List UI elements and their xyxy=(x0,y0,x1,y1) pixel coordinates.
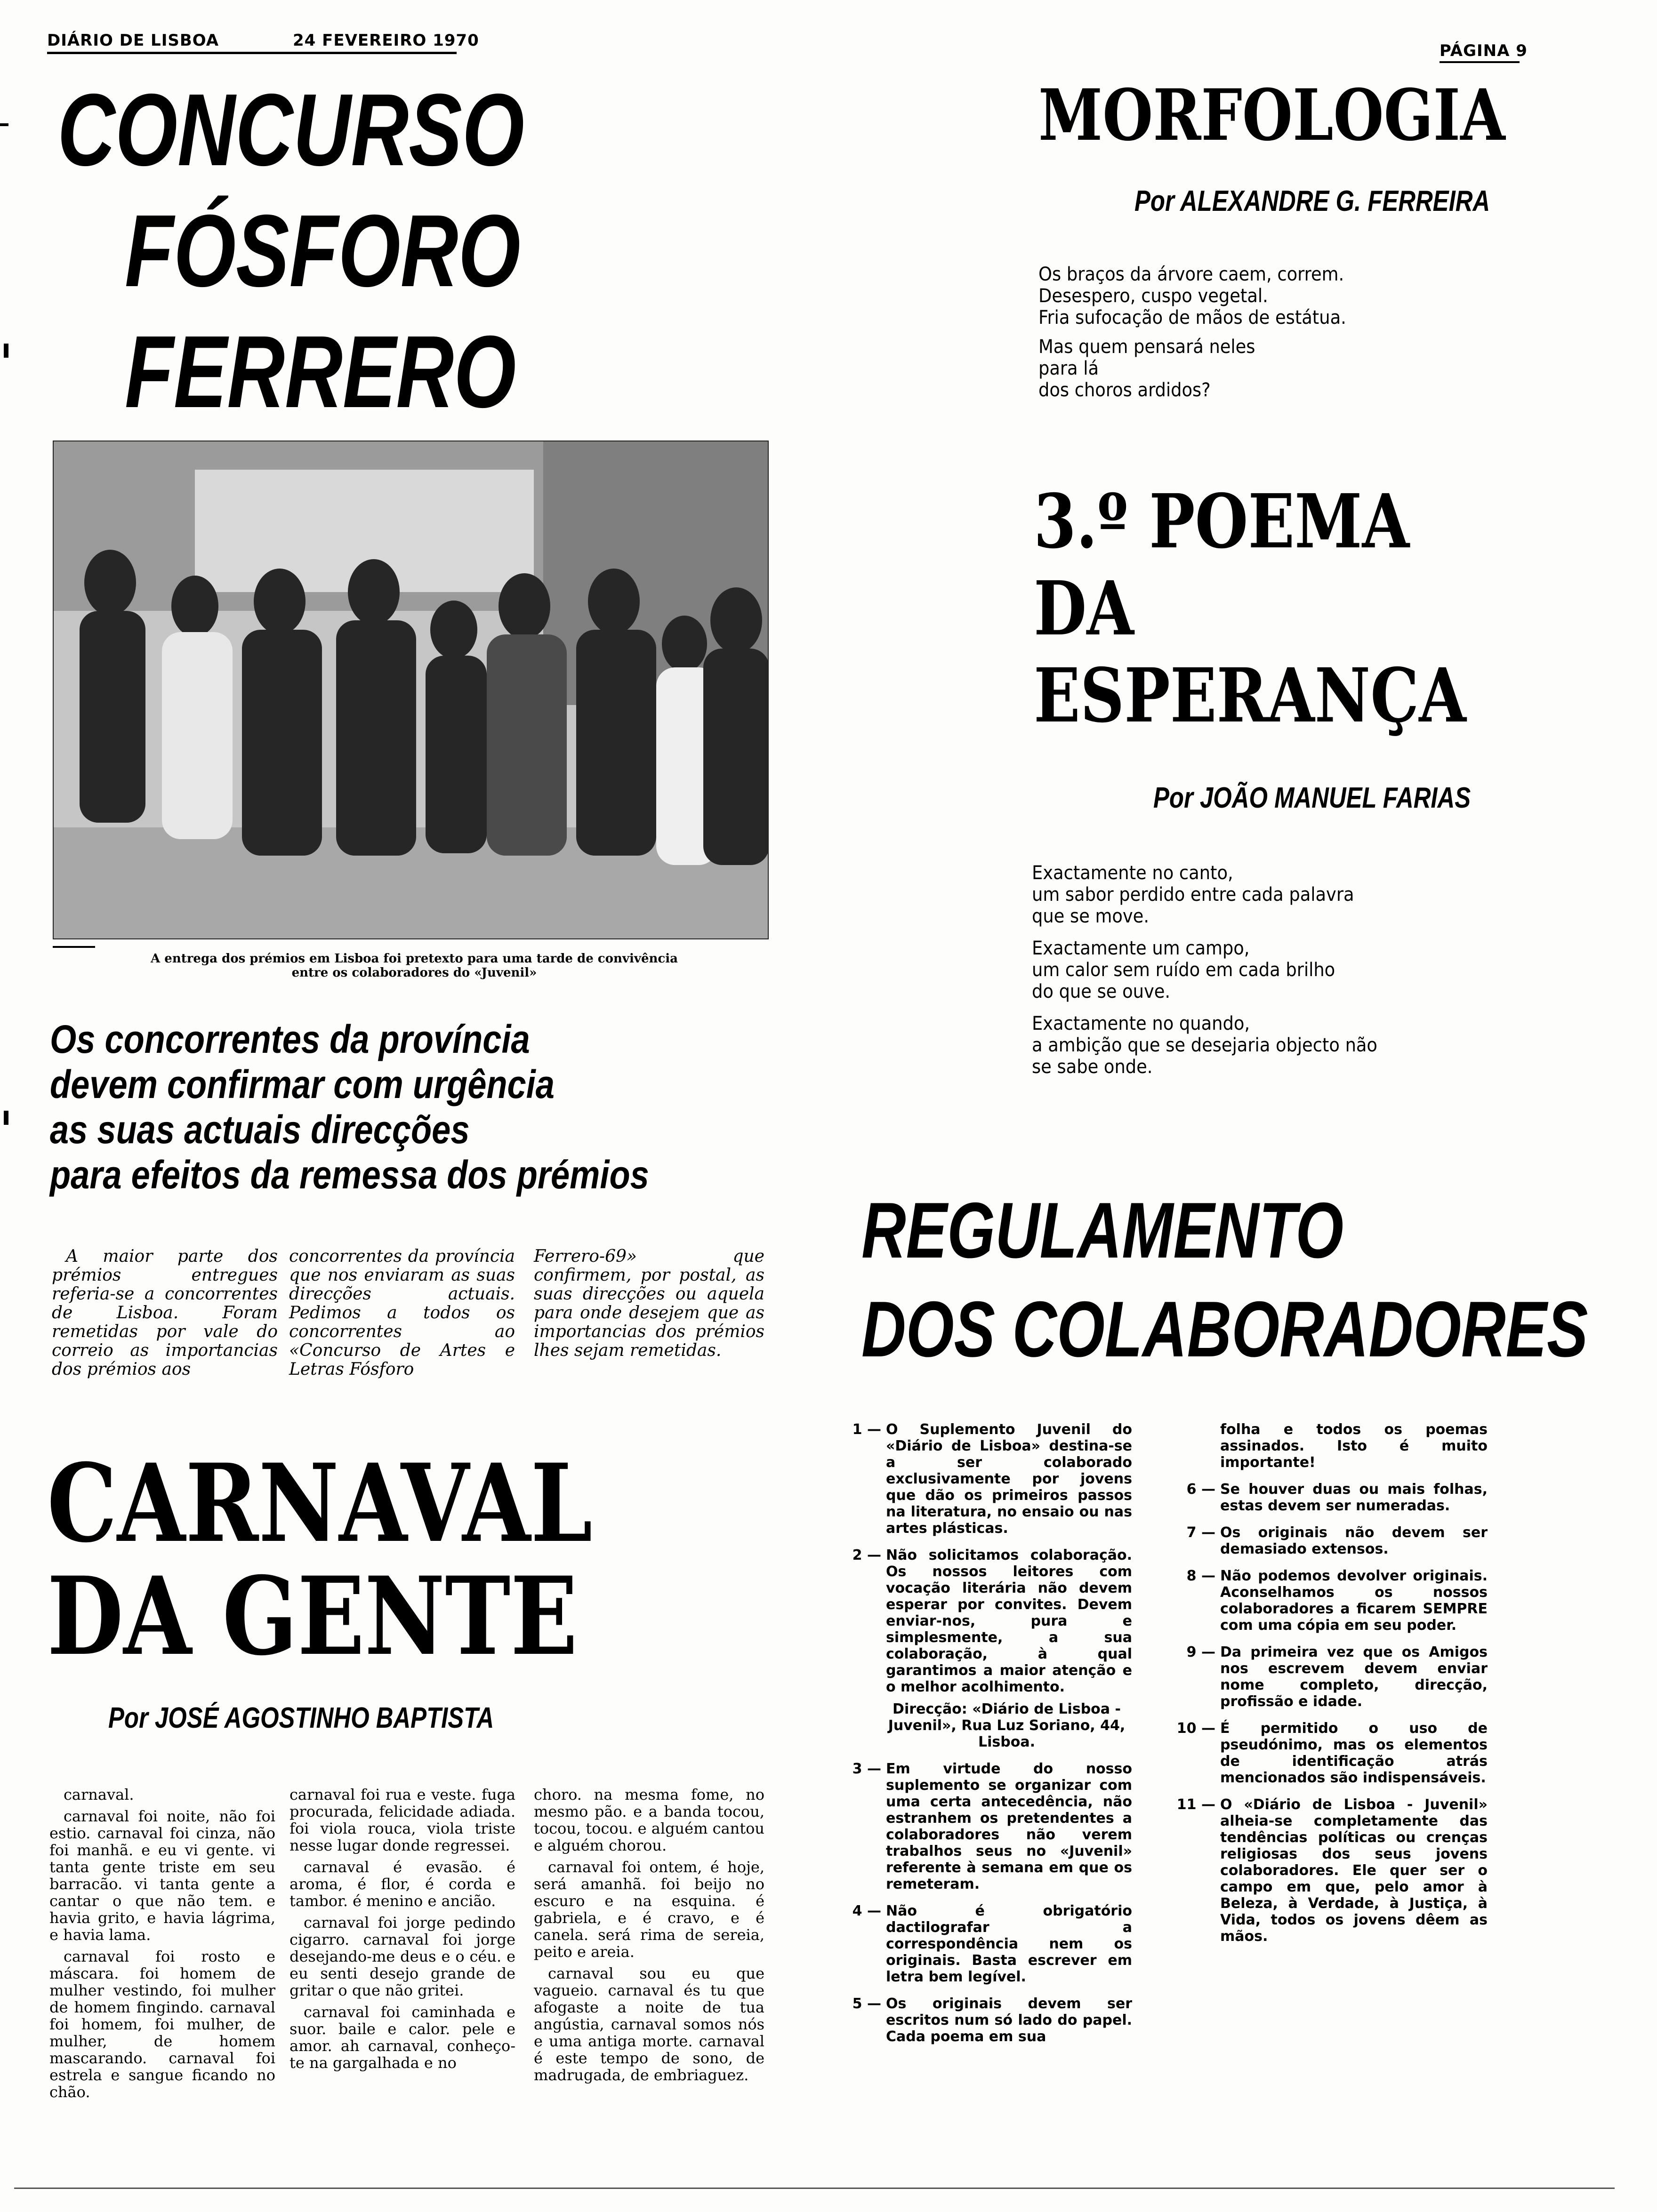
carnaval-column-1: carnaval. carnaval foi noite, não foi estio. carnaval foi cinza, não foi manhã. e eu vi gente. vi tanta gente triste em seu barracão. vi tanta gente a cantar o que não tem. e havia grito, e havia lágrima, e havia lama. carnaval foi rosto e máscara. foi homem de mulher vestindo, foi mulher de homem fingindo. carnaval foi homem, foi mulher, de mulher, de homem mascarando. carnaval foi estrela e sangue ficando no chão. xyxy=(49,1786,275,2101)
concurso-title-line-1: CONCURSO xyxy=(57,73,524,187)
issue-date: 24 FEVEREIRO 1970 xyxy=(293,31,479,50)
rule-item: 6 — Se houver duas ou mais folhas, estas devem ser numeradas. xyxy=(1186,1481,1488,1514)
rule-item: 3 — Em virtude do nosso suplemento se organizar com uma certa antecedência, não estranhem os pretendentes a colaboradores não verem trabalhos seus no «Juvenil» referente à semana em que os remeteram. xyxy=(852,1761,1132,1892)
concurso-subhead xyxy=(50,1017,747,1197)
rule-item: 8 — Não podemos devolver originais. Aconselhamos os nossos colaboradores a ficarem SEMPRE com uma cópia em seu poder. xyxy=(1186,1568,1488,1634)
margin-mark xyxy=(4,1111,8,1125)
carnaval-title-line-2: DA GENTE xyxy=(47,1553,578,1679)
poema-title-line-2: DA xyxy=(1034,565,1134,652)
regulamento-column-1 xyxy=(828,1421,1132,2055)
photo-caption-line-1: A entrega dos prémios em Lisboa foi pretexto para uma tarde de convivência xyxy=(151,952,678,966)
header-rule xyxy=(47,52,457,54)
poema-title-line-1: 3.º POEMA xyxy=(1034,478,1410,565)
newspaper-name: DIÁRIO DE LISBOA xyxy=(47,31,219,50)
rule-item: 11 — O «Diário de Lisboa - Juvenil» alheia-se completamente das tendências políticas ou crenças religiosas dos seus jovens colaboradores. Ele quer ser o campo em que, pelo amor à Beleza, à Verdade, à Justiça, à Vida, todos os jovens dêem as mãos. xyxy=(1176,1796,1488,1945)
subhead-line-2: devem confirmar com urgência xyxy=(50,1062,555,1106)
rule-item: 4 — Não é obrigatório dactilografar a correspondência nem os originais. Basta escrever em letra bem legível. xyxy=(852,1903,1132,1985)
poem-stanza: Exactamente um campo, um calor sem ruído em cada brilho do que se ouve. xyxy=(1032,938,1335,1002)
page-number: PÁGINA 9 xyxy=(1440,41,1528,60)
prize-ceremony-photo xyxy=(53,441,769,939)
rule-item: 5 — Os originais devem ser escritos num só lado do papel. Cada poema em sua xyxy=(852,1996,1132,2045)
poem-stanza: Exactamente no canto, um sabor perdido entre cada palavra que se move. xyxy=(1032,862,1354,927)
concurso-title-line-2: FÓSFORO xyxy=(125,194,521,308)
morfologia-poem xyxy=(1038,264,1346,409)
regulamento-title-line-1: REGULAMENTO xyxy=(861,1186,1344,1274)
concurso-column-3: Ferrero-69» que confirmem, por postal, as suas direcções ou aquela para onde desejem que as importancias dos prémios lhes sejam remetidas. xyxy=(534,1247,764,1360)
rule-item: 2 — Não solicitamos colaboração. Os nossos leitores com vocação literária não devem esperar por convites. Devem enviar-nos, pura e simplesmente, a sua colaboração, à qual garantimos a maior atenção e o melhor acolhimento. xyxy=(852,1547,1132,1695)
subhead-line-1: Os concorrentes da província xyxy=(50,1017,530,1061)
margin-mark xyxy=(0,123,8,126)
poem-stanza: Exactamente no quando, a ambição que se desejaria objecto não se sabe onde. xyxy=(1032,1013,1377,1078)
morfologia-byline: Por ALEXANDRE G. FERREIRA xyxy=(1134,185,1490,217)
poema-byline: Por JOÃO MANUEL FARIAS xyxy=(1153,782,1471,814)
page-number-rule xyxy=(1440,61,1520,63)
bottom-edge-rule xyxy=(14,2188,1615,2189)
rule-item: 10 — É permitido o uso de pseudónimo, mas os elementos de identificação atrás mencionados são indispensáveis. xyxy=(1176,1720,1488,1786)
concurso-title-line-3: FERRERO xyxy=(125,315,516,429)
concurso-column-1: A maior parte dos prémios entregues referia-se a concorrentes de Lisboa. Foram remetidas por vale do correio as importancias dos prémios aos xyxy=(52,1247,278,1379)
poema-title-line-3: ESPERANÇA xyxy=(1034,652,1466,739)
poem-stanza: Os braços da árvore caem, correm. Desespero, cuspo vegetal. Fria sufocação de mãos de estátua. xyxy=(1038,264,1346,329)
rule-item: 1 — O Suplemento Juvenil do «Diário de Lisboa» destina-se a ser colaborado exclusivamente por jovens que dão os primeiros passos na literatura, no ensaio ou nas artes plásticas. xyxy=(852,1421,1132,1537)
regulamento-column-2 xyxy=(1163,1421,1488,1955)
rule-5-continuation: folha e todos os poemas assinados. Isto é muito importante! xyxy=(1220,1421,1488,1471)
subhead-line-3: as suas actuais direcções xyxy=(50,1107,470,1152)
carnaval-column-2: carnaval foi rua e veste. fuga procurada, felicidade adiada. foi viola rouca, viola triste nesse lugar donde regressei. carnaval é evasão. é aroma, é flor, é corda e tambor. é menino e ancião. carnaval foi jorge pedindo cigarro. carnaval foi jorge desejando-me deus e o céu. e eu senti desejo grande de gritar o que não gritei. carnaval foi caminhada e suor. baile e calor. pele e amor. ah carnaval, conheço-te na gargalhada e no xyxy=(290,1786,515,2072)
subhead-line-4: para efeitos da remessa dos prémios xyxy=(50,1153,649,1197)
carnaval-byline: Por JOSÉ AGOSTINHO BAPTISTA xyxy=(108,1702,494,1734)
photo-caption-line-2: entre os colaboradores do «Juvenil» xyxy=(291,966,537,980)
carnaval-title-line-1: CARNAVAL xyxy=(47,1440,593,1566)
margin-mark xyxy=(4,344,8,358)
concurso-column-2: concorrentes da província que nos enviaram as suas direcções actuais. Pedimos a todos os concorrentes ao «Concurso de Artes e Letras Fósforo xyxy=(289,1247,515,1379)
caption-dash xyxy=(53,946,95,948)
photo-caption xyxy=(85,952,744,980)
morfologia-title: MORFOLOGIA xyxy=(1038,74,1505,157)
direccao-address: Direcção: «Diário de Lisboa - Juvenil», Rua Luz Soriano, 44, Lisboa. xyxy=(888,1701,1126,1750)
rule-item: 9 — Da primeira vez que os Amigos nos escrevem devem enviar nome completo, direcção, profissão e idade. xyxy=(1186,1644,1488,1710)
rule-item: 7 — Os originais não devem ser demasiado extensos. xyxy=(1186,1524,1488,1557)
carnaval-column-3: choro. na mesma fome, no mesmo pão. e a banda tocou, tocou, tocou. e alguém cantou e alguém chorou. carnaval foi ontem, é hoje, será amanhã. foi beijo no escuro e na esquina. é gabriela, e é cravo, e é canela. será rima de sereia, peito e areia. carnaval sou eu que vagueio. carnaval és tu que afogaste a noite de tua angústia, carnaval somos nós e uma antiga morte. carnaval é este tempo de sono, de madrugada, de embriaguez. xyxy=(534,1786,764,2084)
regulamento-title-line-2: DOS COLABORADORES xyxy=(861,1285,1588,1373)
esperanca-poem xyxy=(1032,862,1377,1085)
poem-stanza: Mas quem pensará neles para lá dos choros ardidos? xyxy=(1038,336,1255,401)
